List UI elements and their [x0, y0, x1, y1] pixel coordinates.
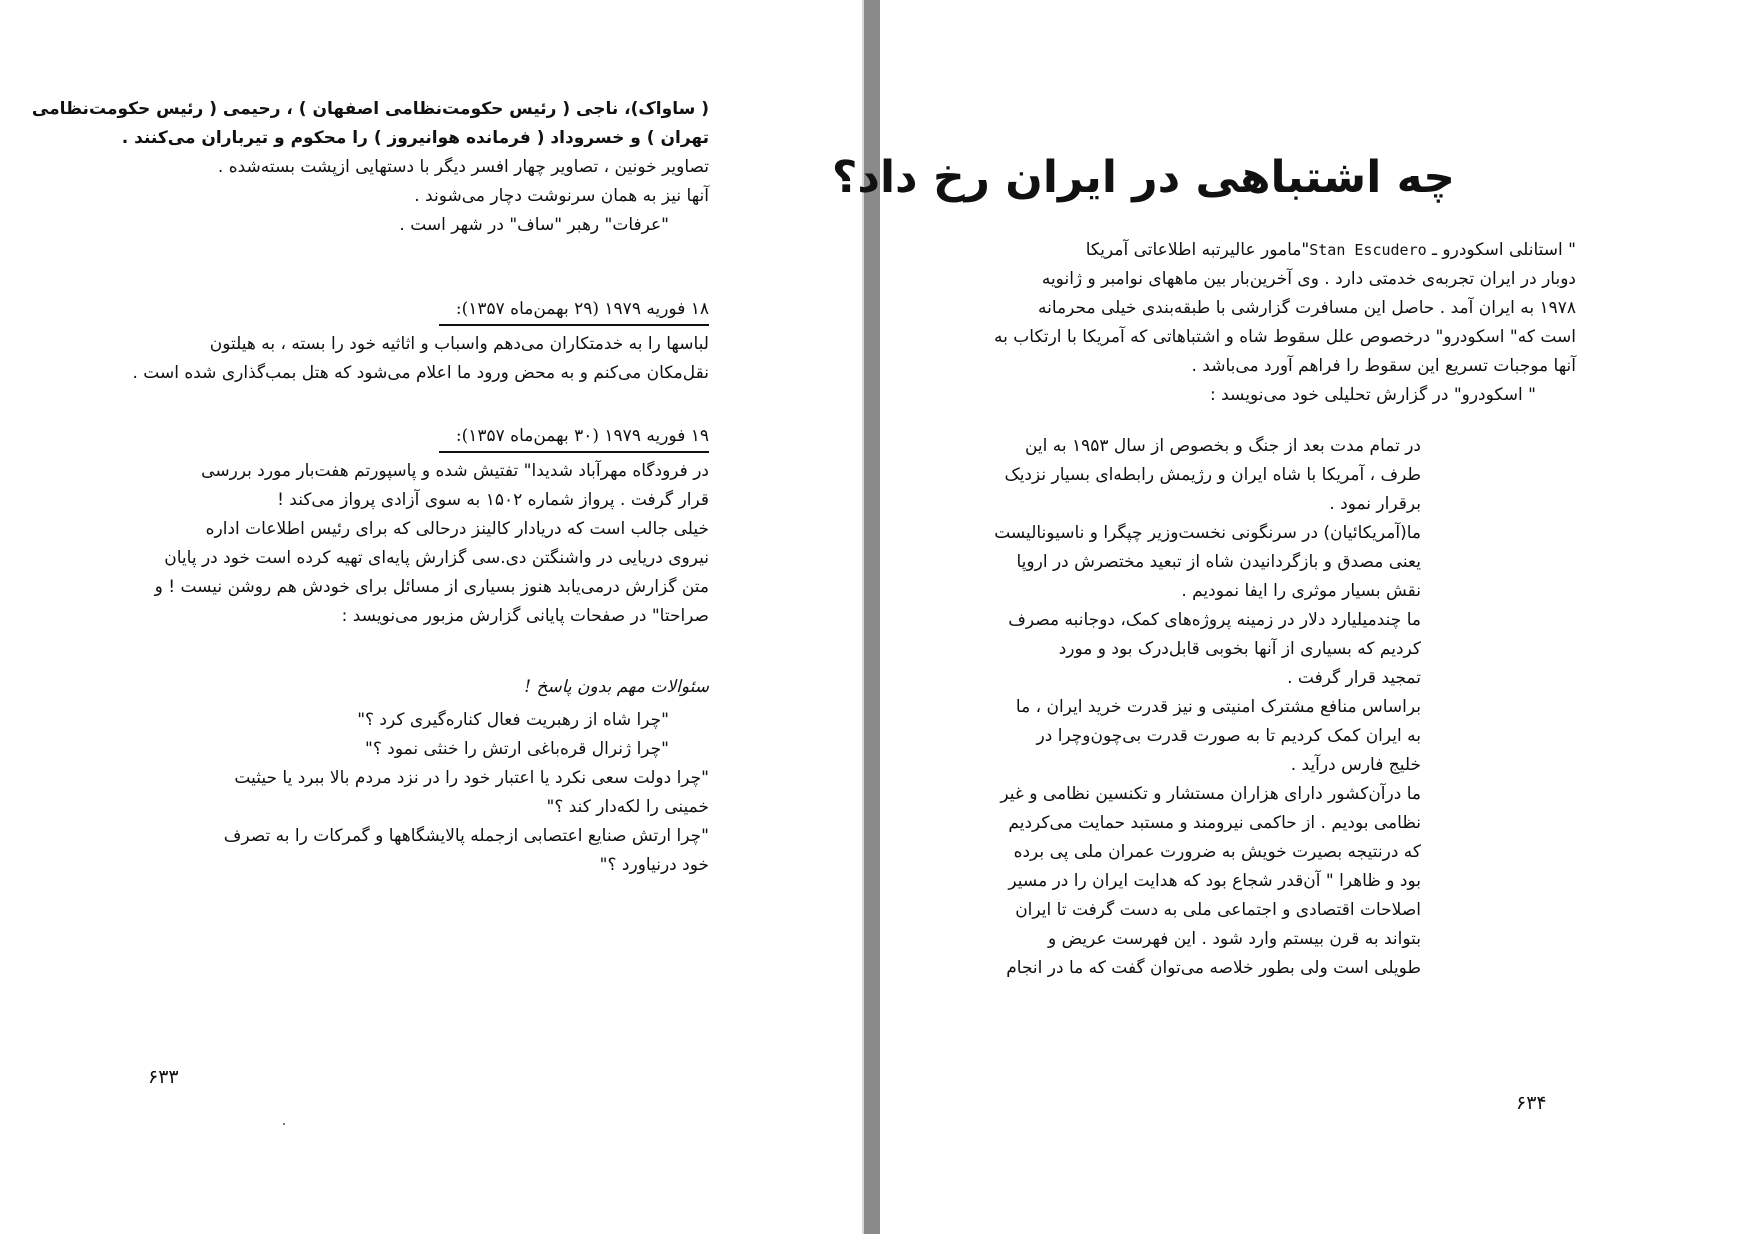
- text-line: [996, 236, 1576, 265]
- quote-line: تمجید قرار گرفت .: [1287, 668, 1421, 688]
- text-line: لباسها را به خدمتکاران می‌دهم واسباب و اثاثیه خود را بسته ، به هیلتون: [209, 334, 709, 354]
- date-entry-18-feb: [132, 296, 709, 388]
- text-line: تهران ) و خسروداد ( فرمانده هوانیروز ) را محکوم و تیرباران می‌کنند .: [121, 128, 709, 148]
- text-line: صراحتا" در صفحات پایانی گزارش مزبور می‌نویسد :: [341, 606, 709, 626]
- quote-line: ما درآن‌کشور دارای هزاران مستشار و تکنسین نظامی و غیر: [1000, 784, 1421, 804]
- text-line: است که" اسکودرو" درخصوص علل سقوط شاه و اشتباهاتی که آمریکا با ارتکاب به: [994, 327, 1576, 347]
- quote-line: به ایران کمک کردیم تا به صورت قدرت بی‌چون‌وچرا در: [1036, 726, 1421, 746]
- text-line: دوبار در ایران تجربه‌ی خدمتی دارد . وی آخرین‌بار بین ماههای نوامبر و ژانویه: [1041, 269, 1576, 289]
- quote-line: بود و ظاهرا " آن‌قدر شجاع بود که هدایت ایران را در مسیر: [1008, 871, 1421, 891]
- quote-line: نقش بسیار موثری را ایفا نمودیم .: [1181, 581, 1421, 601]
- date-entry-19-feb: [139, 423, 709, 631]
- page-number-right: ۶۳۴: [1516, 1092, 1547, 1114]
- quote-line: که درنتیجه بصیرت خویش به ضرورت عمران ملی پی برده: [1013, 842, 1421, 862]
- quote-line: ما(آمریکائیان) در سرنگونی نخست‌وزیر چپگرا و ناسیونالیست: [994, 523, 1421, 543]
- text-line: آنها موجبات تسریع این سقوط را فراهم آورد می‌باشد .: [1191, 356, 1576, 376]
- quote-line: طویلی است ولی بطور خلاصه می‌توان گفت که ما در انجام: [1006, 958, 1421, 978]
- quote-line: کردیم که بسیاری از آنها بخوبی قابل‌درک بود و مورد: [1058, 639, 1421, 659]
- quote-line: طرف ، آمریکا با شاه ایران و رژیمش رابطه‌ای بسیار نزدیک: [1004, 465, 1421, 485]
- date-heading: ۱۸ فوریه ۱۹۷۹ (۲۹ بهمن‌ماه ۱۳۵۷):: [455, 299, 709, 319]
- question-line: "چرا دولت سعی نکرد یا اعتبار خود را در نزد مردم بالا ببرد یا حیثیت: [234, 768, 709, 788]
- text-line: تصاویر خونین ، تصاویر چهار افسر دیگر با دستهایی ازپشت بسته‌شده .: [217, 157, 709, 177]
- questions-heading: سئوالات مهم بدون پاسخ !: [524, 677, 709, 697]
- intro-post: "مامور عالیرتبه اطلاعاتی آمریکا: [1085, 240, 1310, 260]
- unanswered-questions: [139, 674, 709, 880]
- question-line: "چرا ارتش صنایع اعتصابی ازجمله پالایشگاهها و گمرکات را به تصرف: [223, 826, 709, 846]
- text-line: ( ساواک)، ناجی ( رئیس حکومت‌نظامی اصفهان ) ، رحیمی ( رئیس حکومت‌نظامی: [31, 99, 709, 119]
- quote-line: خلیج فارس درآید .: [1290, 755, 1421, 775]
- quote-line: در تمام مدت بعد از جنگ و بخصوص از سال ۱۹۵۳ به این: [1024, 436, 1421, 456]
- page-number-left: ۶۳۳: [148, 1066, 179, 1088]
- text-line: آنها نیز به همان سرنوشت دچار می‌شوند .: [414, 186, 709, 206]
- text-line: قرار گرفت . پرواز شماره ۱۵۰۲ به سوی آزادی پرواز می‌کند !: [277, 490, 709, 510]
- report-quote: [996, 432, 1421, 983]
- quote-line: برقرار نمود .: [1329, 494, 1421, 514]
- text-line: نقل‌مکان می‌کنم و به محض ورود ما اعلام می‌شود که هتل بمب‌گذاری شده است .: [132, 363, 709, 383]
- quote-line: یعنی مصدق و بازگردانیدن شاه از تبعید مختصرش در اروپا: [1016, 552, 1421, 572]
- question-line: "چرا ژنرال قره‌باغی ارتش را خنثی نمود ؟": [365, 739, 669, 759]
- heading-underline: [439, 324, 709, 326]
- question-line: خمینی را لکه‌دار کند ؟": [546, 797, 709, 817]
- text-line: "عرفات" رهبر "ساف" در شهر است .: [399, 215, 669, 235]
- left-intro-paragraph: [31, 95, 709, 240]
- right-intro-paragraph: [996, 236, 1576, 410]
- page-right: [831, 0, 1743, 1234]
- question-line: "چرا شاه از رهبریت فعال کناره‌گیری کرد ؟": [357, 710, 669, 730]
- quote-line: ما چندمیلیارد دلار در زمینه پروژه‌های کمک، دوجانبه مصرف: [1008, 610, 1421, 630]
- text-line: نیروی دریایی در واشنگتن دی.سی گزارش پایه‌ای تهیه کرده است خود در پایان: [164, 548, 709, 568]
- intro-pre: " استانلی اسکودرو ـ: [1432, 240, 1576, 260]
- question-line: خود درنیاورد ؟": [599, 855, 709, 875]
- scan-speck: [283, 1123, 285, 1125]
- name-latin: Stan Escudero: [1309, 241, 1427, 259]
- quote-line: اصلاحات اقتصادی و اجتماعی ملی به دست گرفت تا ایران: [1015, 900, 1421, 920]
- text-line: در فرودگاه مهرآباد شدیدا" تفتیش شده و پاسپورتم هفت‌بار مورد بررسی: [201, 461, 709, 481]
- text-line: ۱۹۷۸ به ایران آمد . حاصل این مسافرت گزارشی با طبقه‌بندی خیلی محرمانه: [1038, 298, 1576, 318]
- page-left: [0, 0, 864, 1234]
- quote-line: بتواند به قرن بیستم وارد شود . این فهرست عریض و: [1047, 929, 1421, 949]
- text-line: خیلی جالب است که دریادار کالینز درحالی که برای رئیس اطلاعات اداره: [205, 519, 709, 539]
- quote-line: نظامی بودیم . از حاکمی نیرومند و مستبد حمایت می‌کردیم: [1008, 813, 1421, 833]
- text-line: متن گزارش درمی‌یابد هنوز بسیاری از مسائل برای خودش هم روشن نیست ! و: [154, 577, 709, 597]
- date-heading: ۱۹ فوریه ۱۹۷۹ (۳۰ بهمن‌ماه ۱۳۵۷):: [455, 426, 709, 446]
- text-line: " اسکودرو" در گزارش تحلیلی خود می‌نویسد :: [1210, 385, 1536, 405]
- chapter-title: چه اشتباهی در ایران رخ داد؟: [831, 152, 1455, 203]
- quote-line: براساس منافع مشترک امنیتی و نیز قدرت خرید ایران ، ما: [1015, 697, 1421, 717]
- heading-underline: [439, 451, 709, 453]
